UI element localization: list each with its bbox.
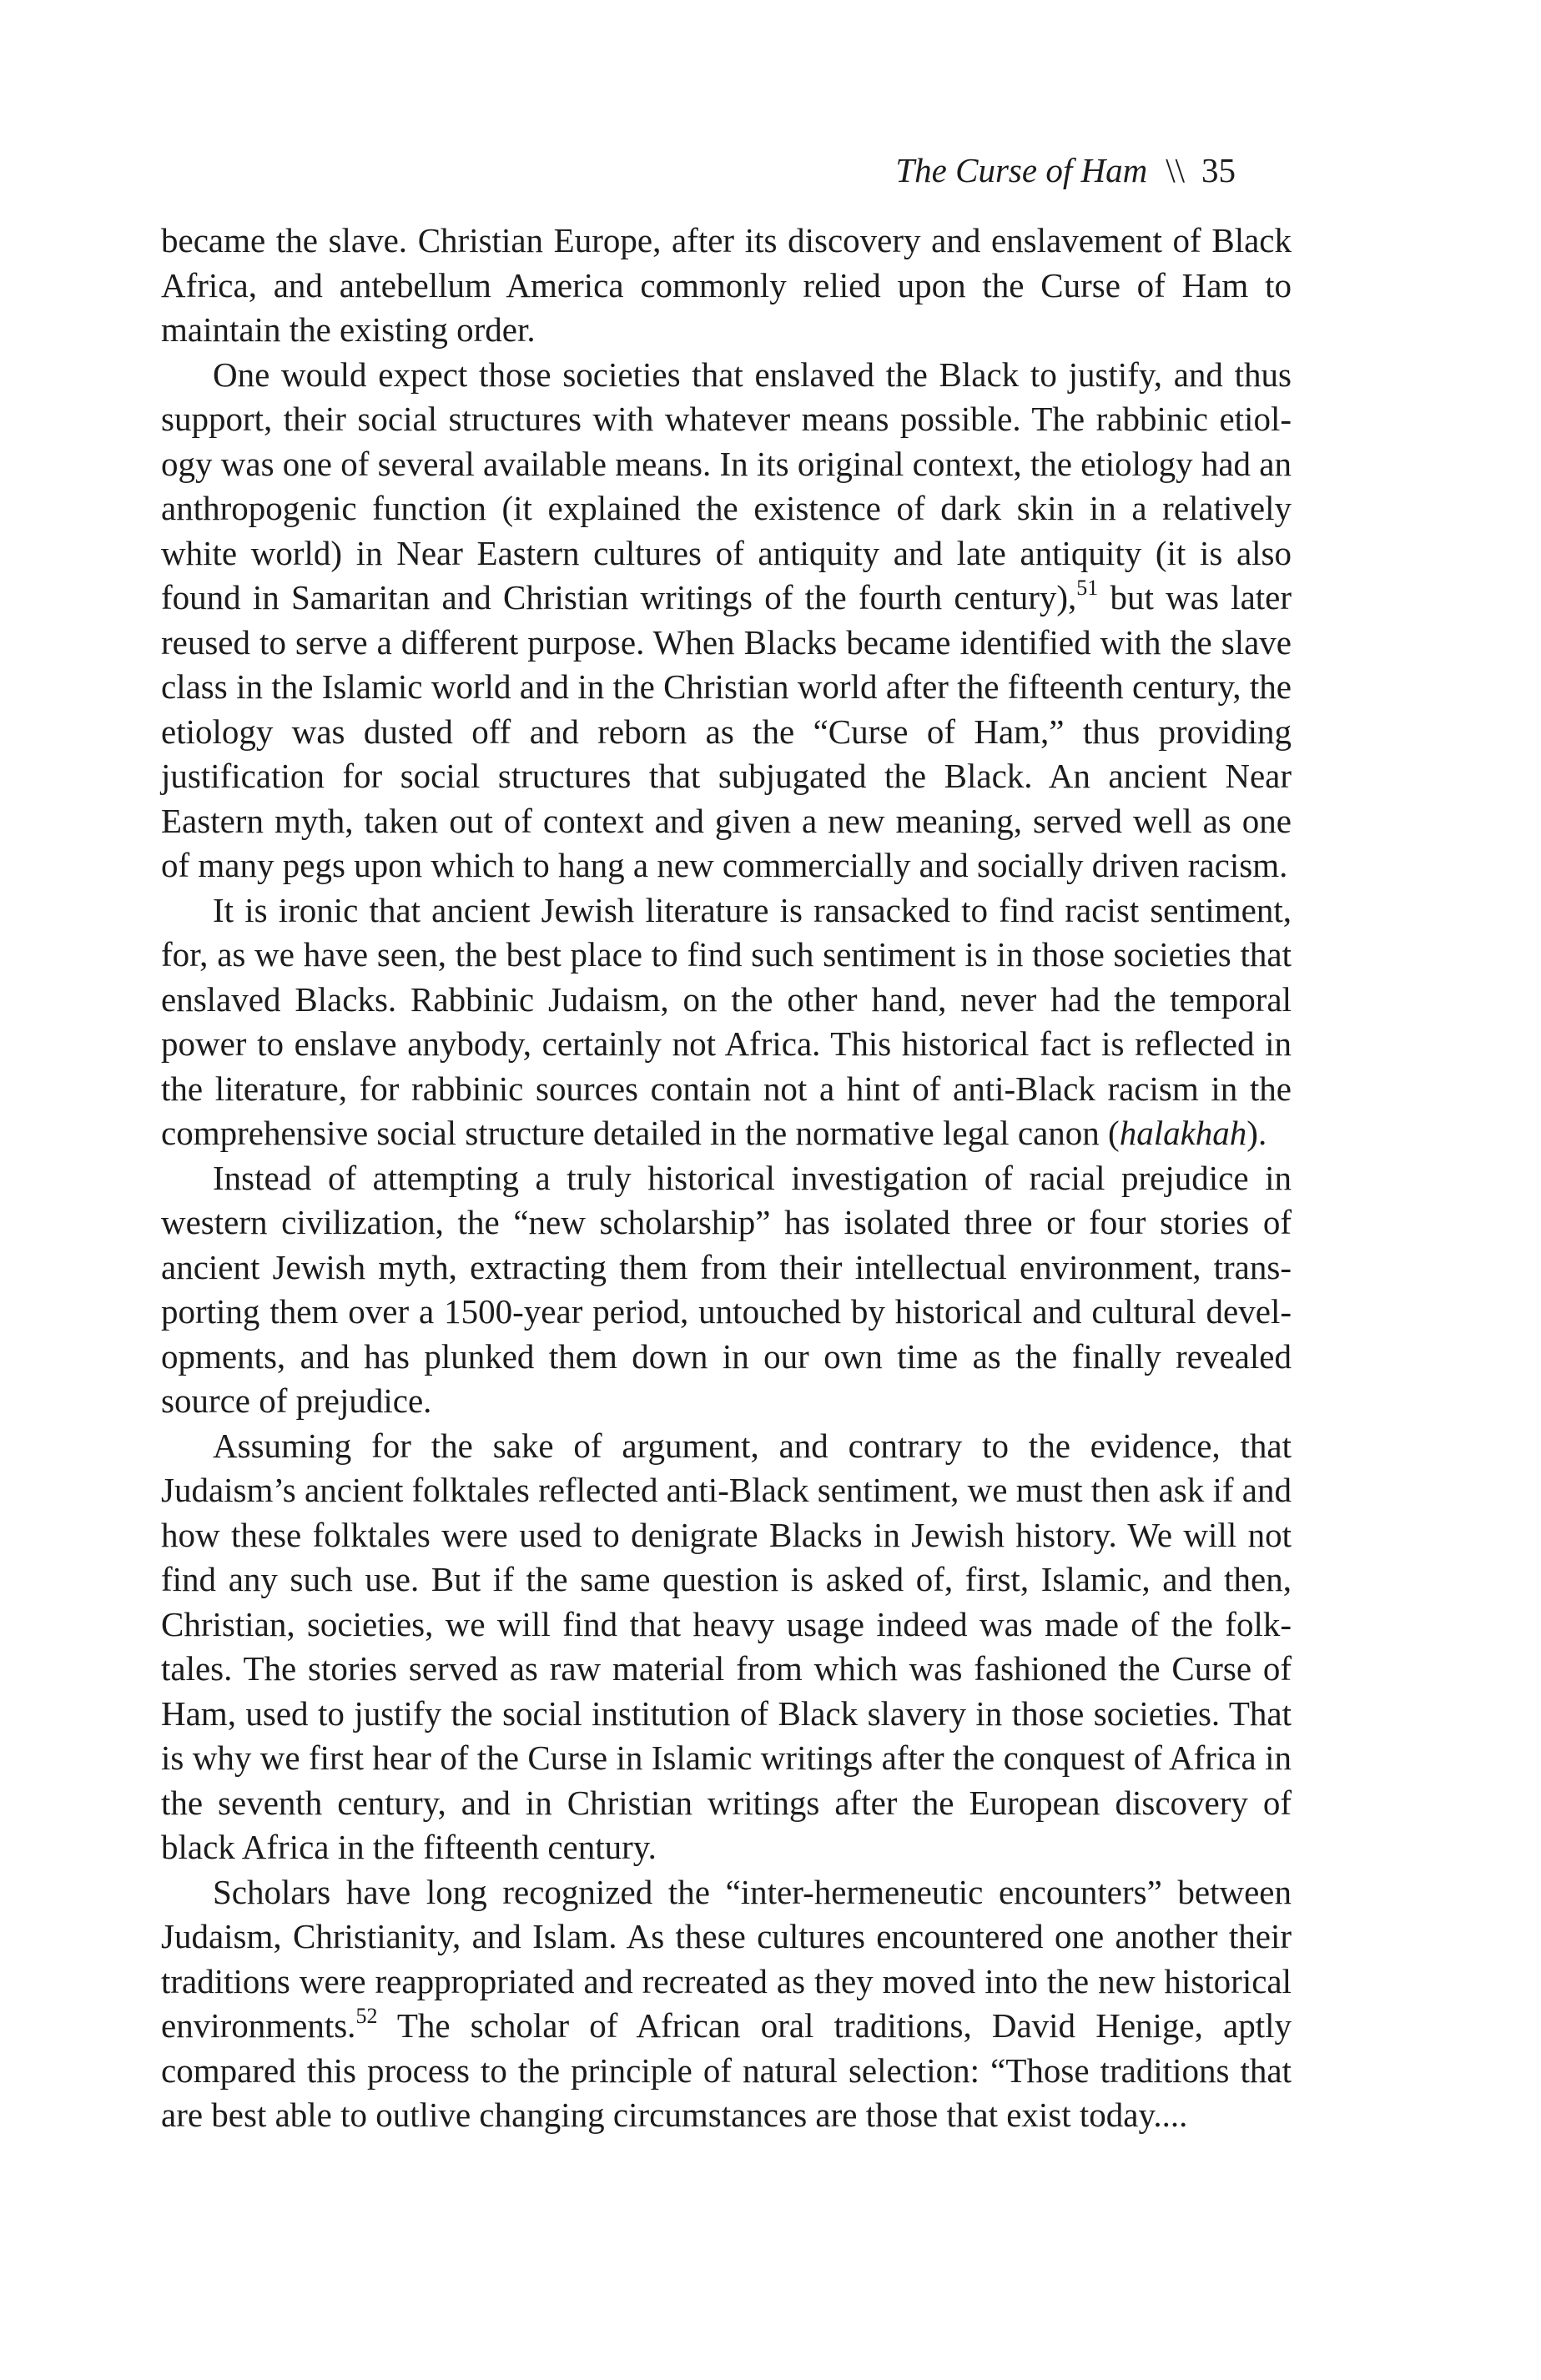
paragraph-text: One would expect those societies that enslaved the Black to justify, and thus support, their social structures with whatever means possible. The rabbinic etiology was one of several available means. In its original context, the etiology had an anthropogenic function (it explained the existence of dark skin in a relatively white world) in Near Eastern cultures of antiquity and late antiquity (it is also found in Samaritan and Christian writings of the fourth century), (161, 355, 1292, 616)
italic-term: halakhah (1119, 1114, 1247, 1152)
running-head-title: The Curse of Ham (895, 151, 1148, 189)
paragraph-3 (161, 888, 1292, 1156)
running-head (895, 150, 1236, 190)
paragraph-1 (161, 219, 1292, 353)
paragraph-6 (161, 1870, 1292, 2138)
body-text (161, 219, 1292, 2138)
paragraph-text-continued: The scholar of African oral traditions, David Henige, aptly compared this process to the principle of natural selection: “Those traditions that are best able to outlive changing circumstances are those that exist today.... (161, 2006, 1292, 2134)
paragraph-text: became the slave. Christian Europe, after its discovery and enslavement of Black Africa, and antebellum America commonly relied upon the Curse of Ham to maintain the existing order. (161, 221, 1292, 349)
paragraph-4 (161, 1156, 1292, 1424)
paragraph-text: Scholars have long recognized the “inter-hermeneutic encounters” between Judaism, Christianity, and Islam. As these cultures encountered one another their traditions were reappropriated and recreated as they moved into the new historical environments. (161, 1872, 1292, 2045)
paragraph-text: Assuming for the sake of argument, and contrary to the evidence, that Judaism’s ancient folktales reflected anti-Black sentiment, we must then ask if and how these folktales were used to denigrate Blacks in Jewish history. We will not find any such use. But if the same question is asked of, first, Islamic, and then, Christian, societies, we will find that heavy usage indeed was made of the folktales. The stories served as raw material from which was fashioned the Curse of Ham, used to justify the social institution of Black slavery in those societies. That is why we first hear of the Curse in Islamic writings after the conquest of Africa in the seventh century, and in Christian writings after the European discovery of black Africa in the fifteenth century. (161, 1426, 1292, 1866)
paragraph-text: It is ironic that ancient Jewish literature is ransacked to find racist sentiment, for, as we have seen, the best place to find such sentiment is in those societies that enslaved Blacks. Rabbinic Judaism, on the other hand, never had the temporal power to enslave anybody, certainly not Africa. This historical fact is reflected in the literature, for rabbinic sources contain not a hint of anti-Black racism in the comprehensive social structure detailed in the normative legal canon ( (161, 890, 1292, 1152)
footnote-reference: 52 (355, 2004, 378, 2028)
running-head-separator: \\ (1166, 151, 1185, 189)
paragraph-text-continued: but was later reused to serve a different purpose. When Blacks became identified with the slave class in the Islamic world and in the Christian world after the fifteenth century, the etiology was dusted off and reborn as the “Curse of Ham,” thus providing justification for social structures that subjugated the Black. An ancient Near Eastern myth, taken out of context and given a new meaning, served well as one of many pegs upon which to hang a new commercially and socially driven racism. (161, 578, 1292, 884)
page-number: 35 (1201, 151, 1236, 189)
paragraph-2 (161, 353, 1292, 888)
paragraph-text-continued: ). (1246, 1114, 1267, 1152)
paragraph-5 (161, 1424, 1292, 1870)
paragraph-text: Instead of attempting a truly historical investigation of racial prejudice in western civilization, the “new scholarship” has isolated three or four stories of ancient Jewish myth, extracting them from their intellectual environment, transporting them over a 1500-year period, untouched by historical and cultural developments, and has plunked them down in our own time as the finally revealed source of prejudice. (161, 1158, 1292, 1420)
footnote-reference: 51 (1076, 576, 1099, 600)
